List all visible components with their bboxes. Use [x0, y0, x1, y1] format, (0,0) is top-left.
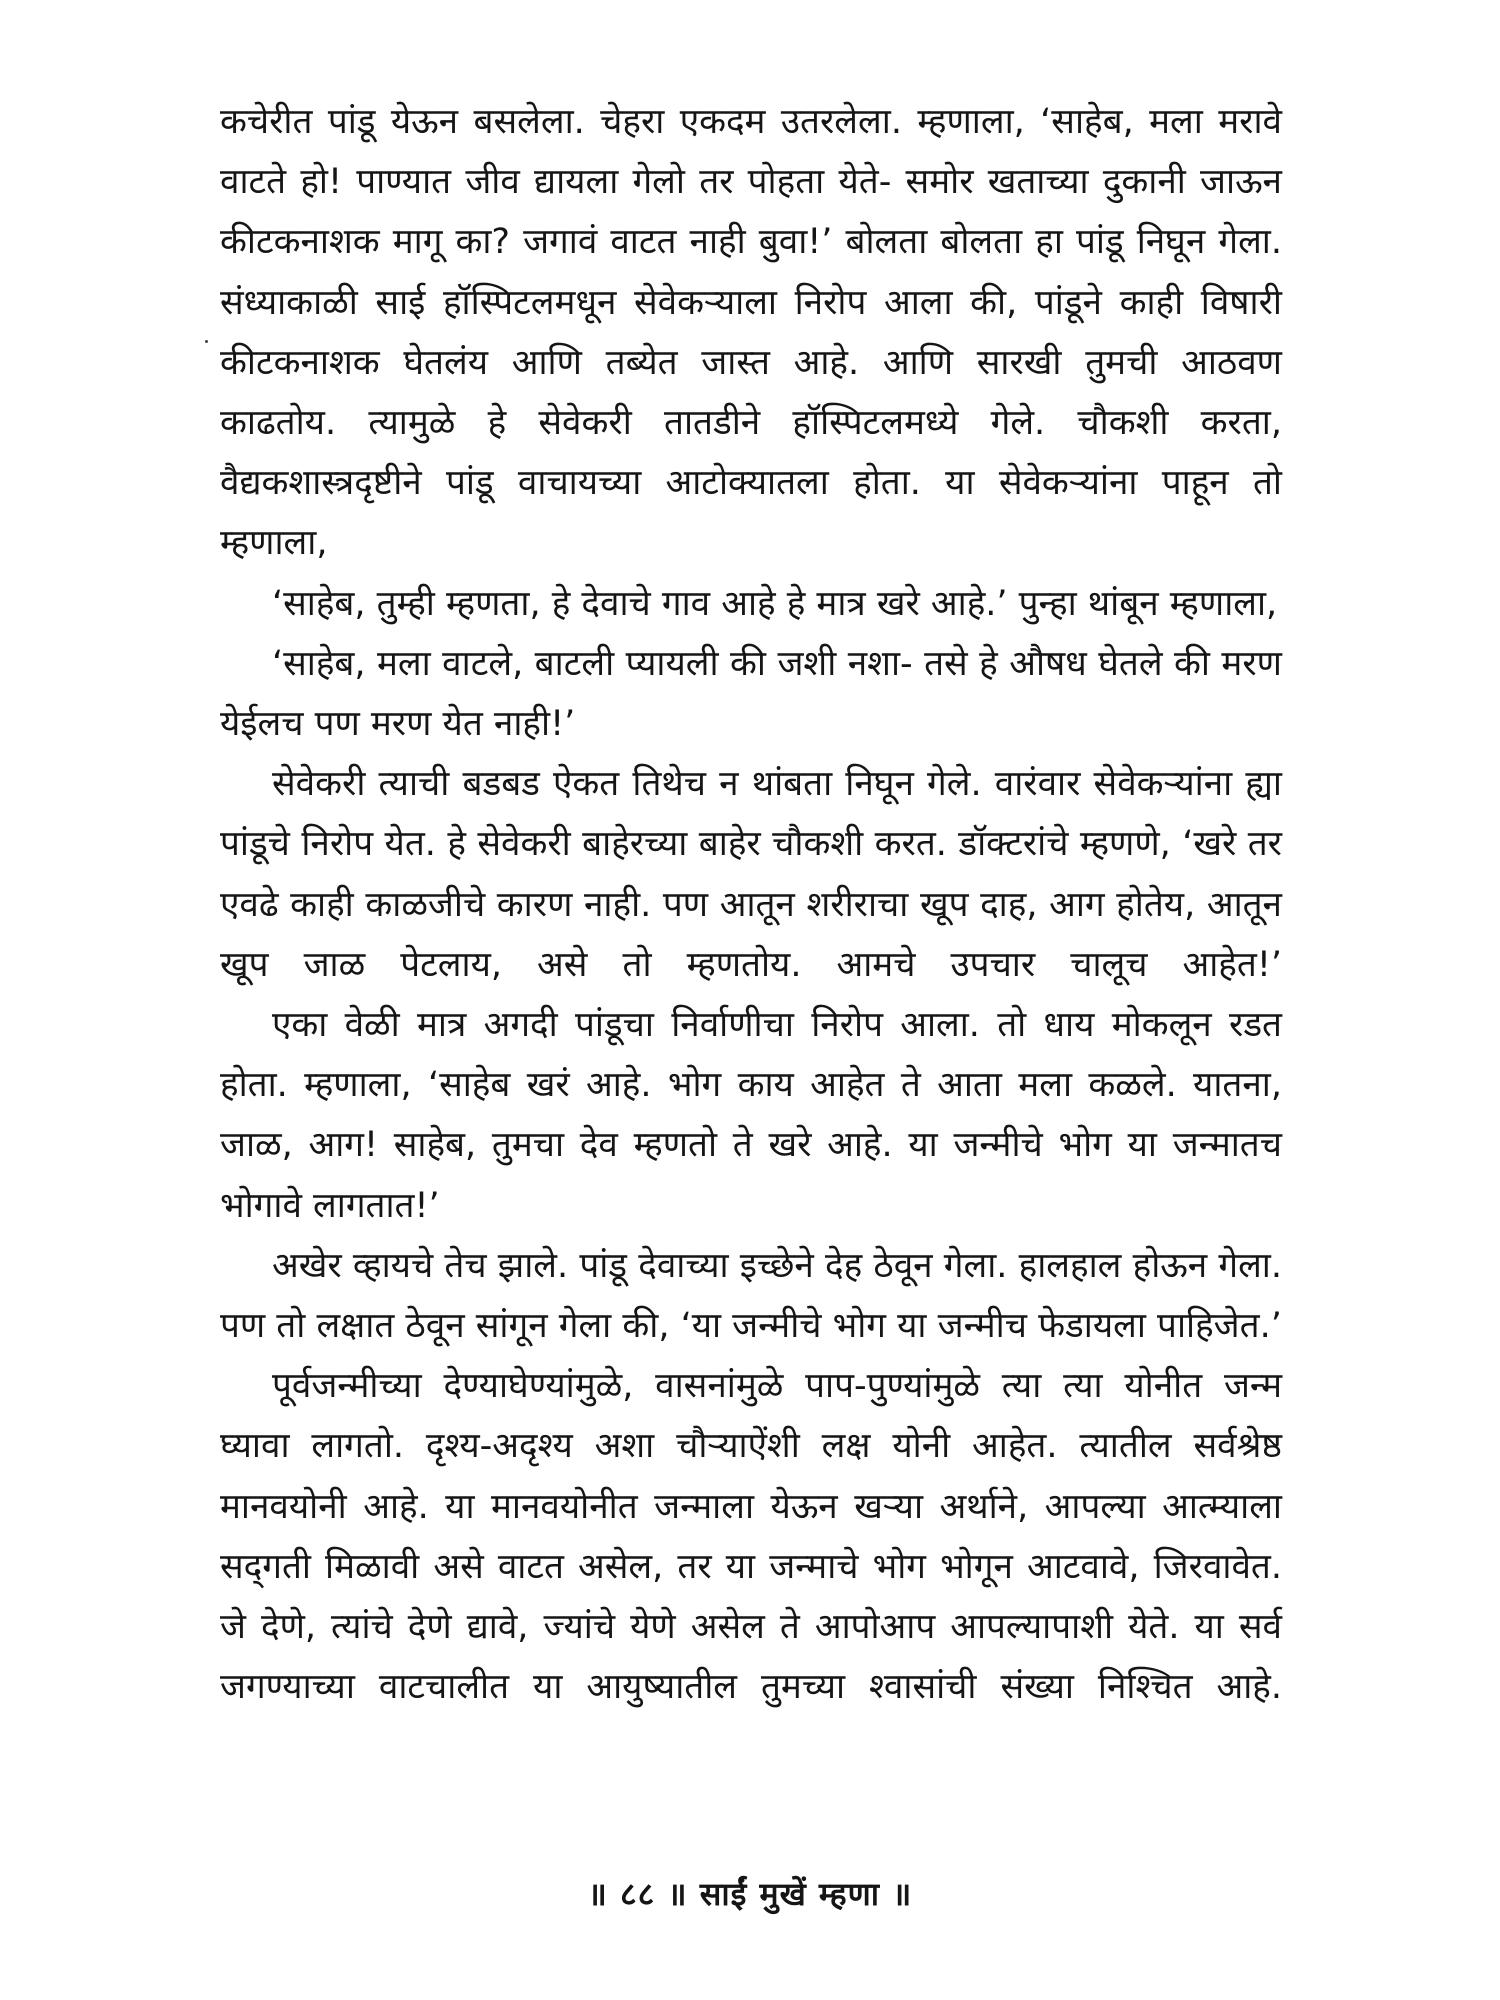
paragraph-4: सेवेकरी त्याची बडबड ऐकत तिथेच न थांबता निघून गेले. वारंवार सेवेकऱ्यांना ह्या पांडूचे निरोप येत. हे सेवेकरी बाहेरच्या बाहेर चौकशी करत. डॉक्टरांचे म्हणणे, ‘खरे तर एवढे काही काळजीचे कारण नाही. पण आतून शरीराचा खूप दाह, आग होतेय, आतून खूप जाळ पेटलाय, असे तो म्हणतोय. आमचे उपचार चालूच आहेत!’	[220, 764, 1282, 985]
paragraph-3: ‘साहेब, मला वाटले, बाटली प्यायली की जशी नशा- तसे हे औषध घेतले की मरण येईलच पण मरण येत नाही!’	[220, 643, 1282, 745]
margin-mark	[205, 340, 208, 343]
paragraph-2: ‘साहेब, तुम्ही म्हणता, हे देवाचे गाव आहे हे मात्र खरे आहे.’ पुन्हा थांबून म्हणाला,	[272, 583, 1278, 624]
page-footer: ॥ ८८ ॥ साईं मुखें म्हणा ॥	[587, 1875, 913, 1913]
paragraph-5: एका वेळी मात्र अगदी पांडूचा निर्वाणीचा निरोप आला. तो धाय मोकलून रडत होता. म्हणाला, ‘साहेब खरं आहे. भोग काय आहेत ते आता मला कळले. यातना, जाळ, आग! साहेब, तुमचा देव म्हणतो ते खरे आहे. या जन्मीचे भोग या जन्मातच भोगावे लागतात!’	[220, 1005, 1282, 1226]
paragraph-6: अखेर व्हायचे तेच झाले. पांडू देवाच्या इच्छेने देह ठेवून गेला. हालहाल होऊन गेला. पण तो लक्षात ठेवून सांगून गेला की, ‘या जन्मीचे भोग या जन्मीच फेडायला पाहिजेत.’	[220, 1245, 1282, 1347]
paragraph-1: कचेरीत पांडू येऊन बसलेला. चेहरा एकदम उतरलेला. म्हणाला, ‘साहेब, मला मरावे वाटते हो! पाण्यात जीव द्यायला गेलो तर पोहता येते- समोर खताच्या दुकानी जाऊन कीटकनाशक मागू का? जगावं वाटत नाही बुवा!’ बोलता बोलता हा पांडू निघून गेला. संध्याकाळी साई हॉस्पिटलमधून सेवेकऱ्याला निरोप आला की, पांडूने काही विषारी कीटकनाशक घेतलंय आणि तब्येत जास्त आहे. आणि सारखी तुमची आठवण काढतोय. त्यामुळे हे सेवेकरी तातडीने हॉस्पिटलमध्ये गेले. चौकशी करता, वैद्यकशास्त्रदृष्टीने पांडू वाचायच्या आटोक्यातला होता. या सेवेकऱ्यांना पाहून तो म्हणाला,	[220, 102, 1282, 564]
paragraph-7: पूर्वजन्मीच्या देण्याघेण्यांमुळे, वासनांमुळे पाप-पुण्यांमुळे त्या त्या योनीत जन्म घ्यावा लागतो. दृश्य-अदृश्य अशा चौऱ्याऐंशी लक्ष योनी आहेत. त्यातील सर्वश्रेष्ठ मानवयोनी आहे. या मानवयोनीत जन्माला येऊन खऱ्या अर्थाने, आपल्या आत्म्याला सद्‌गती मिळावी असे वाटत असेल, तर या जन्माचे भोग भोगून आटवावे, जिरवावेत. जे देणे, त्यांचे देणे द्यावे, ज्यांचे येणे असेल ते आपोआप आपल्यापाशी येते. या सर्व जगण्याच्या वाटचालीत या आयुष्यातील तुमच्या श्वासांची संख्या निश्चित आहे.	[220, 1366, 1282, 1708]
page-body-text	[220, 92, 1282, 1717]
